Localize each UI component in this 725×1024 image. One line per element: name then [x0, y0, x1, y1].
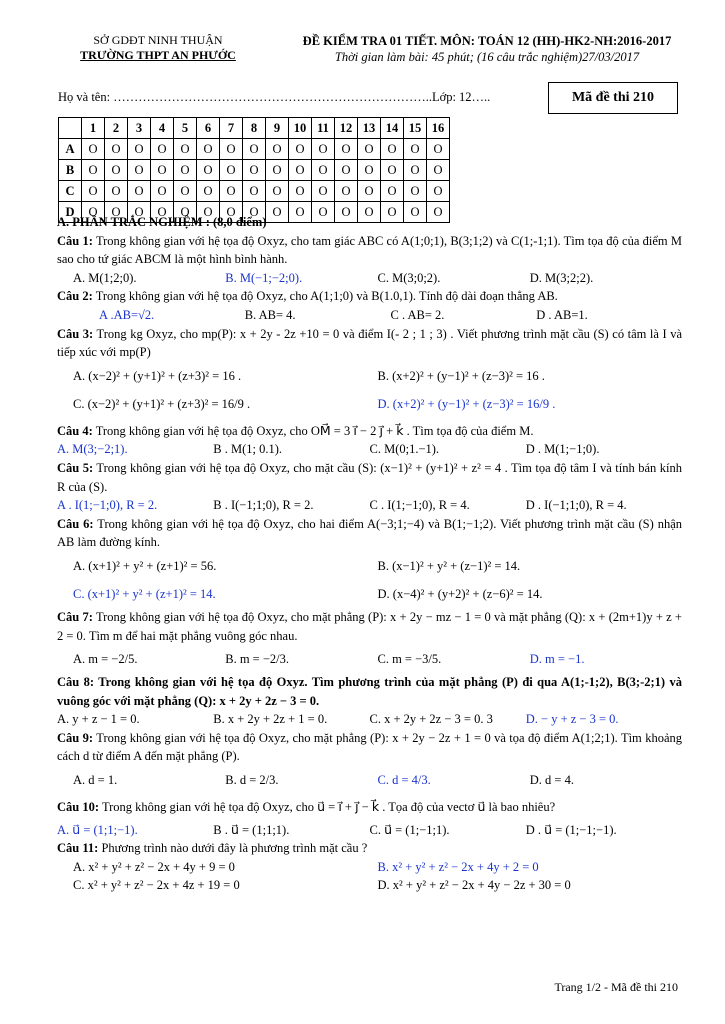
question-label: Câu 6: — [57, 516, 94, 531]
options-10 — [57, 821, 682, 840]
question-number-header: 15 — [404, 118, 427, 139]
exam-body — [57, 213, 682, 895]
answer-bubble[interactable]: O — [312, 181, 335, 202]
option-d[interactable]: D. − y + z − 3 = 0. — [525, 712, 619, 727]
question-number-header: 16 — [427, 118, 450, 139]
school-header — [58, 33, 258, 63]
answer-bubble[interactable]: O — [220, 160, 243, 181]
answer-bubble[interactable]: O — [105, 160, 128, 181]
option-c[interactable]: C. M(0;1.−1). — [369, 442, 440, 457]
option-c[interactable]: C. M(3;0;2). — [377, 270, 441, 285]
option-a[interactable]: A. y + z − 1 = 0. — [57, 712, 140, 727]
options-3-row2 — [57, 390, 682, 418]
answer-row — [59, 160, 450, 181]
question-text: Trong không gian với hệ tọa độ Oxyz, cho mặt cầu (S): (x−1)² + (y+1)² + z² = 4 . Tìm tọa độ tâm I và tính bán kính R của (S). — [57, 460, 682, 494]
exam-code-box: Mã đề thi 210 — [548, 82, 678, 114]
answer-row-label: D — [59, 202, 82, 223]
question-text: Phương trình nào dưới đây là phương trình mặt cầu ? — [101, 841, 368, 856]
option-b[interactable]: B. (x+2)² + (y−1)² + (z−3)² = 16 . — [377, 368, 545, 383]
answer-bubble[interactable]: O — [335, 139, 358, 160]
option-c[interactable]: C. (x−2)² + (y+1)² + (z+3)² = 16/9 . — [73, 396, 251, 411]
options-11-row1 — [57, 858, 682, 877]
option-b[interactable]: B. m = −2/3. — [225, 652, 290, 667]
answer-bubble[interactable]: O — [105, 202, 128, 223]
answer-row-label: A — [59, 139, 82, 160]
answer-row-label: C — [59, 181, 82, 202]
answer-bubble[interactable]: O — [358, 160, 381, 181]
option-d[interactable]: D. d = 4. — [529, 773, 574, 788]
question-3 — [57, 325, 682, 362]
options-5 — [57, 496, 682, 515]
option-a[interactable]: A. u⃗ = (1;1;−1). — [57, 822, 138, 837]
question-2 — [57, 287, 682, 306]
option-c[interactable]: C. x + 2y + 2z − 3 = 0. 3 — [369, 712, 493, 727]
question-number-header: 2 — [105, 118, 128, 139]
answer-bubble[interactable]: O — [266, 181, 289, 202]
options-4 — [57, 440, 682, 459]
answer-bubble[interactable]: O — [174, 160, 197, 181]
answer-bubble[interactable]: O — [312, 160, 335, 181]
option-d[interactable]: D. (x+2)² + (y−1)² + (z−3)² = 16/9 . — [377, 396, 556, 411]
answer-bubble[interactable]: O — [105, 139, 128, 160]
answer-bubble[interactable]: O — [427, 181, 450, 202]
answer-bubble[interactable]: O — [128, 139, 151, 160]
answer-bubble[interactable]: O — [289, 181, 312, 202]
question-number-header: 6 — [197, 118, 220, 139]
question-4 — [57, 422, 682, 441]
question-text: Trong không gian với hệ tọa độ Oxyz, cho mặt phẳng (P): x + 2y − mz − 1 = 0 và mặt phẳng (Q): x + (2m+1)y + z + 2 = 0. Tìm m để hai mặt phẳng vuông góc nhau. — [57, 609, 682, 643]
options-8 — [57, 710, 682, 729]
question-label: Câu 1: — [57, 233, 93, 248]
options-9 — [57, 766, 682, 794]
answer-bubble[interactable]: O — [220, 202, 243, 223]
exam-time: Thời gian làm bài: 45 phút; (16 câu trắc nghiệm)27/03/2017 — [334, 50, 640, 64]
question-number-header: 11 — [312, 118, 335, 139]
answer-bubble[interactable]: O — [404, 139, 427, 160]
question-number-header: 5 — [174, 118, 197, 139]
option-b[interactable]: B. d = 2/3. — [225, 773, 279, 788]
answer-row — [59, 181, 450, 202]
answer-bubble[interactable]: O — [427, 160, 450, 181]
answer-bubble[interactable]: O — [404, 202, 427, 223]
question-text: Trong không gian với hệ tọa độ Oxyz, cho tam giác ABC có A(1;0;1), B(3;1;2) và C(1;-1;1). Tìm tọa độ của điểm M sao cho tứ giác ABCM là một hình bình hành. — [57, 233, 682, 267]
answer-bubble[interactable]: O — [197, 139, 220, 160]
question-6 — [57, 515, 682, 552]
answer-bubble[interactable]: O — [381, 139, 404, 160]
option-a[interactable]: A. x² + y² + z² − 2x + 4y + 9 = 0 — [73, 859, 235, 874]
exam-header — [272, 33, 702, 65]
question-label: Câu 10: — [57, 800, 100, 815]
school-name: TRƯỜNG THPT AN PHƯỚC — [80, 48, 236, 62]
option-c[interactable]: C. m = −3/5. — [377, 652, 442, 667]
answer-bubble[interactable]: O — [312, 139, 335, 160]
answer-bubble[interactable]: O — [289, 202, 312, 223]
answer-bubble[interactable]: O — [335, 202, 358, 223]
answer-bubble[interactable]: O — [266, 160, 289, 181]
option-a[interactable]: A. M(3;−2;1). — [57, 442, 128, 457]
question-number-header: 14 — [381, 118, 404, 139]
question-text: Trong không gian với hệ tọa độ Oxyz, cho u⃗ = i⃗ + j⃗ − k⃗ . Tọa độ của vectơ u⃗ là bao nhiêu? — [101, 800, 556, 815]
answer-bubble[interactable]: O — [151, 139, 174, 160]
question-11 — [57, 839, 682, 858]
question-number-header: 12 — [335, 118, 358, 139]
answer-bubble[interactable]: O — [427, 139, 450, 160]
option-c[interactable]: C . I(1;−1;0), R = 4. — [369, 498, 470, 513]
question-number-header: 3 — [128, 118, 151, 139]
question-text: Trong không gian với hệ tọa độ Oxyz, cho hai điểm A(−3;1;−4) và B(1;−1;2). Viết phương trình mặt cầu (S) nhận AB làm đường kính. — [57, 516, 682, 550]
options-11-row2 — [57, 876, 682, 895]
question-5 — [57, 459, 682, 496]
question-text: Trong kg Oxyz, cho mp(P): x + 2y - 2z +10 = 0 và điểm I(- 2 ; 1 ; 3) . Viết phương trình mặt cầu (S) có tâm là I và tiếp xúc với mp(P) — [57, 326, 682, 360]
answer-bubble[interactable]: O — [128, 202, 151, 223]
answer-bubble[interactable]: O — [358, 202, 381, 223]
question-label: Câu 2: — [57, 289, 93, 304]
answer-row-label: B — [59, 160, 82, 181]
answer-bubble[interactable]: O — [82, 139, 105, 160]
answer-bubble[interactable]: O — [243, 139, 266, 160]
answer-bubble[interactable]: O — [151, 181, 174, 202]
answer-bubble[interactable]: O — [404, 181, 427, 202]
answer-bubble[interactable]: O — [220, 139, 243, 160]
answer-bubble[interactable]: O — [381, 202, 404, 223]
option-a[interactable]: A . I(1;−1;0), R = 2. — [57, 498, 158, 513]
option-a[interactable]: A .AB=√2. — [99, 307, 155, 322]
answer-bubble[interactable]: O — [381, 181, 404, 202]
option-b[interactable]: B. (x−1)² + y² + (z−1)² = 14. — [377, 558, 521, 573]
section-title: A. PHẦN TRẮC NGHIỆM : (8,0 điểm) — [57, 215, 267, 229]
question-1 — [57, 232, 682, 269]
student-info-line: Họ và tên: …………………………………………………………………..Lớp: 12….. — [58, 90, 491, 104]
options-1 — [57, 269, 682, 288]
answer-bubble[interactable]: O — [358, 181, 381, 202]
options-3-row1 — [57, 362, 682, 390]
answer-bubble[interactable]: O — [128, 160, 151, 181]
question-label: Câu 8: — [57, 675, 95, 690]
question-text: Trong không gian với hệ tọa độ Oxyz, cho A(1;1;0) và B(1.0,1). Tính độ dài đoạn thẳng AB. — [95, 289, 558, 304]
question-label: Câu 4: — [57, 423, 93, 438]
option-d[interactable]: D. M(3;2;2). — [529, 270, 594, 285]
answer-bubble[interactable]: O — [220, 181, 243, 202]
exam-title: ĐỀ KIỂM TRA 01 TIẾT. MÔN: TOÁN 12 (HH)-HK2-NH:2016-2017 — [302, 34, 672, 48]
answer-sheet-table — [58, 117, 450, 223]
option-d[interactable]: D. m = −1. — [529, 652, 585, 667]
answer-bubble[interactable]: O — [151, 160, 174, 181]
option-c[interactable]: C . AB= 2. — [390, 307, 445, 322]
department-name: SỞ GDĐT NINH THUẬN — [93, 33, 223, 47]
answer-bubble[interactable]: O — [404, 160, 427, 181]
answer-bubble[interactable]: O — [266, 202, 289, 223]
answer-bubble[interactable]: O — [243, 160, 266, 181]
question-label: Câu 7: — [57, 609, 93, 624]
question-text: Trong không gian với hệ tọa độ Oxyz, cho OM⃗ = 3 i⃗ − 2 j⃗ + k⃗ . Tìm tọa độ của điểm M. — [95, 423, 534, 438]
answer-bubble[interactable]: O — [174, 139, 197, 160]
option-c[interactable]: C. d = 4/3. — [377, 773, 431, 788]
question-7 — [57, 608, 682, 645]
answer-bubble[interactable]: O — [381, 160, 404, 181]
question-9 — [57, 729, 682, 766]
page-footer: Trang 1/2 - Mã đề thi 210 — [554, 980, 678, 994]
options-2 — [57, 306, 682, 325]
question-text: Trong không gian với hệ tọa độ Oxyz, cho mặt phẳng (P): x + 2y − 2z + 1 = 0 và tọa độ điểm A(1;2;1). Tìm khoảng cách d từ điểm A đến mặt phẳng (P). — [57, 730, 682, 764]
option-b[interactable]: B. M(−1;−2;0). — [225, 270, 303, 285]
question-number-header: 1 — [82, 118, 105, 139]
question-10 — [57, 798, 682, 817]
question-number-header: 13 — [358, 118, 381, 139]
option-b[interactable]: B. x + 2y + 2z + 1 = 0. — [213, 712, 328, 727]
option-d[interactable]: D. x² + y² + z² − 2x + 4y − 2z + 30 = 0 — [377, 878, 571, 893]
answer-bubble[interactable]: O — [197, 160, 220, 181]
table-corner — [59, 118, 82, 139]
answer-bubble[interactable]: O — [174, 181, 197, 202]
answer-bubble[interactable]: O — [335, 181, 358, 202]
answer-bubble[interactable]: O — [82, 202, 105, 223]
option-a[interactable]: A. m = −2/5. — [73, 652, 138, 667]
option-c[interactable]: C. u⃗ = (1;−1;1). — [369, 822, 450, 837]
question-label: Câu 5: — [57, 460, 94, 475]
answer-bubble[interactable]: O — [82, 181, 105, 202]
question-number-header: 8 — [243, 118, 266, 139]
question-number-header: 7 — [220, 118, 243, 139]
question-label: Câu 3: — [57, 326, 94, 341]
answer-row — [59, 139, 450, 160]
answer-bubble[interactable]: O — [151, 202, 174, 223]
option-c[interactable]: C. x² + y² + z² − 2x + 4z + 19 = 0 — [73, 878, 240, 893]
option-b[interactable]: B . u⃗ = (1;1;1). — [213, 822, 290, 837]
question-label: Câu 11: — [57, 841, 99, 856]
option-b[interactable]: B . I(−1;1;0), R = 2. — [213, 498, 314, 513]
answer-bubble[interactable]: O — [197, 181, 220, 202]
option-b[interactable]: B. x² + y² + z² − 2x + 4y + 2 = 0 — [377, 859, 539, 874]
question-number-header: 9 — [266, 118, 289, 139]
option-d[interactable]: D . u⃗ = (1;−1;−1). — [525, 822, 617, 837]
option-a[interactable]: A. (x+1)² + y² + (z+1)² = 56. — [73, 558, 217, 573]
options-7 — [57, 645, 682, 673]
answer-bubble[interactable]: O — [312, 202, 335, 223]
answer-bubble[interactable]: O — [289, 139, 312, 160]
question-number-header: 4 — [151, 118, 174, 139]
answer-bubble[interactable]: O — [174, 202, 197, 223]
question-number-header: 10 — [289, 118, 312, 139]
option-a[interactable]: A. (x−2)² + (y+1)² + (z+3)² = 16 . — [73, 368, 242, 383]
answer-bubble[interactable]: O — [335, 160, 358, 181]
question-label: Câu 9: — [57, 730, 94, 745]
option-d[interactable]: D . AB=1. — [536, 307, 588, 322]
options-6-row1 — [57, 552, 682, 580]
options-6-row2 — [57, 580, 682, 608]
answer-bubble[interactable]: O — [289, 160, 312, 181]
answer-bubble[interactable]: O — [128, 181, 151, 202]
answer-bubble[interactable]: O — [243, 181, 266, 202]
answer-bubble[interactable]: O — [105, 181, 128, 202]
option-d[interactable]: D . I(−1;1;0), R = 4. — [525, 498, 627, 513]
option-a[interactable]: A. d = 1. — [73, 773, 118, 788]
question-text: Trong không gian với hệ tọa độ Oxyz. Tìm phương trình của mặt phẳng (P) đi qua A(1;-1;2), B(3;-2;1) và vuông góc với mặt phẳng (Q): x + 2y + 2z − 3 = 0. — [57, 675, 682, 708]
question-8 — [57, 673, 682, 710]
answer-bubble[interactable]: O — [266, 139, 289, 160]
answer-bubble[interactable]: O — [243, 202, 266, 223]
option-b[interactable]: B . M(1; 0.1). — [213, 442, 282, 457]
option-d[interactable]: D . M(1;−1;0). — [525, 442, 600, 457]
option-a[interactable]: A. M(1;2;0). — [73, 270, 137, 285]
answer-bubble[interactable]: O — [358, 139, 381, 160]
answer-bubble[interactable]: O — [427, 202, 450, 223]
option-b[interactable]: B. AB= 4. — [244, 307, 296, 322]
option-d[interactable]: D. (x−4)² + (y+2)² + (z−6)² = 14. — [377, 586, 543, 601]
answer-bubble[interactable]: O — [82, 160, 105, 181]
answer-bubble[interactable]: O — [197, 202, 220, 223]
option-c[interactable]: C. (x+1)² + y² + (z+1)² = 14. — [73, 586, 216, 601]
